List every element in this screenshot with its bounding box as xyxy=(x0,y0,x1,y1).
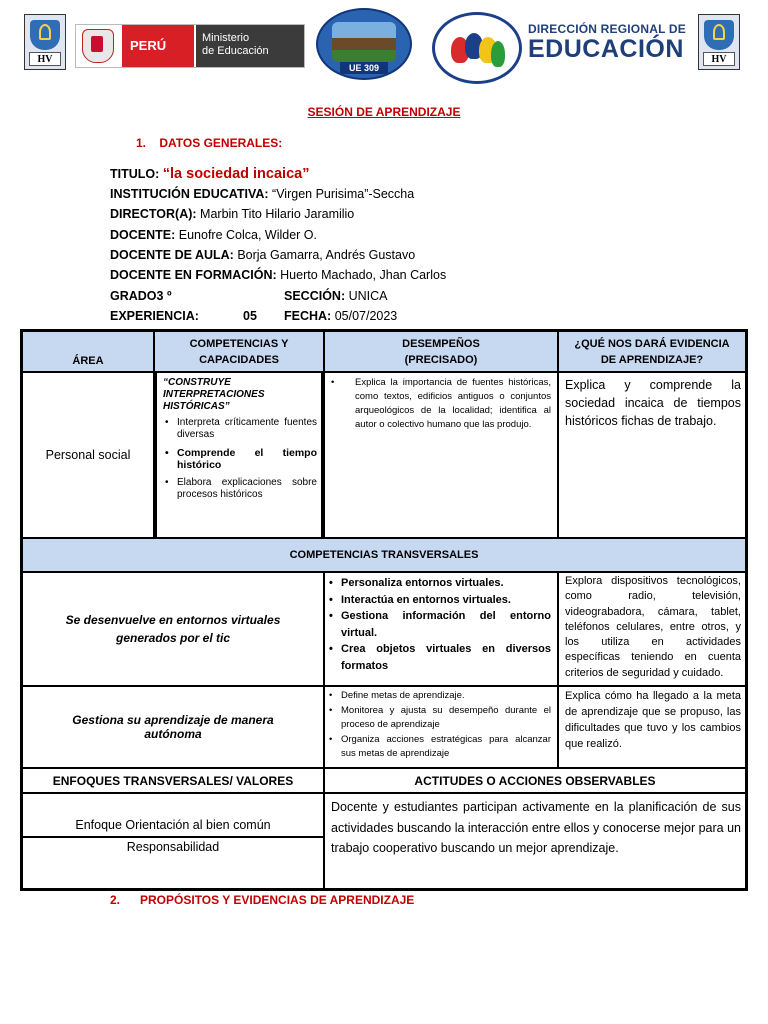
ugel-seal-logo xyxy=(316,8,412,80)
row3-evidencia: Explica cómo ha llegado a la meta de aprendizaje que se propuso, las dificultades que tuvo y los cambios que realizó. xyxy=(558,686,746,768)
shield-icon xyxy=(30,20,60,50)
th-desempenos: DESEMPEÑOS (PRECISADO) xyxy=(324,331,558,372)
list-item: • Gestiona información del entorno virtual. xyxy=(327,608,551,641)
list-item: • Interactúa en entornos virtuales. xyxy=(327,592,551,609)
ugel-seal-label: UE 309 xyxy=(340,62,388,74)
list-item: • Define metas de aprendizaje. xyxy=(327,689,551,704)
list-item: • Crea objetos virtuales en diversos formatos xyxy=(327,641,551,674)
row1-desempeno xyxy=(324,372,558,538)
enfoque-cell xyxy=(22,793,324,837)
enfoque-text: Enfoque Orientación al bien común xyxy=(75,818,271,832)
dre-title-line2: EDUCACIÓN xyxy=(528,35,684,63)
minedu-logo xyxy=(75,24,305,68)
list-item: • Interpreta críticamente fuentes diversas xyxy=(163,417,317,441)
th-competencias: COMPETENCIAS Y CAPACIDADES xyxy=(154,331,324,372)
field-docente-aula: DOCENTE DE AULA: Borja Gamarra, Andrés Gustavo xyxy=(110,248,416,262)
row1-evidencia: Explica y comprende la sociedad incaica de tiempos históricos fichas de trabajo. xyxy=(558,372,746,538)
section-propositos: 2. PROPÓSITOS Y EVIDENCIAS DE APRENDIZAJE xyxy=(110,893,415,907)
th-area: ÁREA xyxy=(22,331,154,372)
field-institucion: INSTITUCIÓN EDUCATIVA: “Virgen Purisima”-Seccha xyxy=(110,187,415,201)
row2-competencia: Se desenvuelve en entornos virtuales generados por el tic xyxy=(22,572,324,686)
row2-evidencia: Explora dispositivos tecnológicos, como radio, televisión, videograbadora, cámara, tablet, teléfonos celulares, entre otros, y los utiliza en actividades específicas teniendo en cuenta criterios de seguridad y cuidado. xyxy=(558,572,746,686)
dre-title xyxy=(528,22,688,62)
row3-capacidades xyxy=(324,686,558,768)
field-grado: GRADO3 º xyxy=(110,289,172,303)
area-personal-social: Personal social xyxy=(22,372,154,538)
th-actitudes: ACTITUDES O ACCIONES OBSERVABLES xyxy=(324,768,746,793)
hv-logo-left xyxy=(24,14,66,70)
field-director: DIRECTOR(A): Marbin Tito Hilario Jaramilio xyxy=(110,207,355,221)
list-item: • Monitorea y ajusta su desempeño durante el proceso de aprendizaje xyxy=(327,704,551,733)
row1-competencias xyxy=(154,372,324,538)
landscape-icon xyxy=(332,22,396,62)
transversales-title: COMPETENCIAS TRANSVERSALES xyxy=(22,538,746,572)
dre-title-line1: DIRECCIÓN REGIONAL DE xyxy=(528,22,686,36)
field-docente-formacion: DOCENTE EN FORMACIÓN: Huerto Machado, Jhan Carlos xyxy=(110,268,447,282)
section-datos-generales: 1. DATOS GENERALES: xyxy=(136,136,283,150)
shield-icon xyxy=(704,20,734,50)
list-item: • Personaliza entornos virtuales. xyxy=(327,575,551,592)
valor-cell xyxy=(22,837,324,889)
field-fecha: FECHA: 05/07/2023 xyxy=(284,309,398,323)
th-evidencia: ¿QUÉ NOS DARÁ EVIDENCIA DE APRENDIZAJE? xyxy=(558,331,746,372)
hv-logo-text: HV xyxy=(29,52,61,66)
hv-logo-text: HV xyxy=(703,52,735,66)
hv-logo-right xyxy=(698,14,740,70)
people-icon xyxy=(451,33,505,63)
valor-text: Responsabilidad xyxy=(126,840,220,854)
list-item: • Comprende el tiempo histórico xyxy=(163,447,317,471)
minedu-ministry-line2: de Educación xyxy=(202,45,269,57)
list-item: • Organiza acciones estratégicas para alcanzar sus metas de aprendizaje xyxy=(327,733,551,762)
session-title: SESIÓN DE APRENDIZAJE xyxy=(307,105,461,119)
minedu-ministry-line1: Ministerio xyxy=(202,32,250,44)
minedu-ministry xyxy=(196,25,304,67)
list-item: • Explica la importancia de fuentes históricas, como textos, edificios antiguos o conjuntos arqueológicos de la localidad; identifica al autor o colectivo humano que las produjo. xyxy=(329,376,551,432)
coat-of-arms-icon xyxy=(82,29,114,63)
titulo-value: “la sociedad incaica” xyxy=(162,166,310,182)
row1-capacidades xyxy=(163,417,317,501)
field-docente: DOCENTE: Eunofre Colca, Wilder O. xyxy=(110,228,317,242)
learning-table xyxy=(20,329,748,891)
th-enfoques: ENFOQUES TRANSVERSALES/ VALORES xyxy=(22,768,324,793)
row1-comp-title: “CONSTRUYE INTERPRETACIONES HISTÓRICAS” xyxy=(163,377,265,412)
field-titulo: TITULO: “la sociedad incaica” xyxy=(110,166,310,182)
field-experiencia: EXPERIENCIA: xyxy=(110,309,199,323)
actitud-cell: Docente y estudiantes participan activamente en la planificación de sus actividades buscando la interacción entre ellos y conocerse mejor para un trabajo cooperativo buscando un mejor aprendizaje. xyxy=(324,793,746,889)
row2-capacidades xyxy=(324,572,558,686)
field-experiencia-value: 05 xyxy=(243,309,257,323)
field-seccion: SECCIÓN: UNICA xyxy=(284,289,388,303)
row3-competencia: Gestiona su aprendizaje de manera autónoma xyxy=(22,686,324,768)
dre-seal-logo xyxy=(432,12,522,84)
list-item: • Elabora explicaciones sobre procesos históricos xyxy=(163,477,317,501)
minedu-country: PERÚ xyxy=(122,25,194,67)
